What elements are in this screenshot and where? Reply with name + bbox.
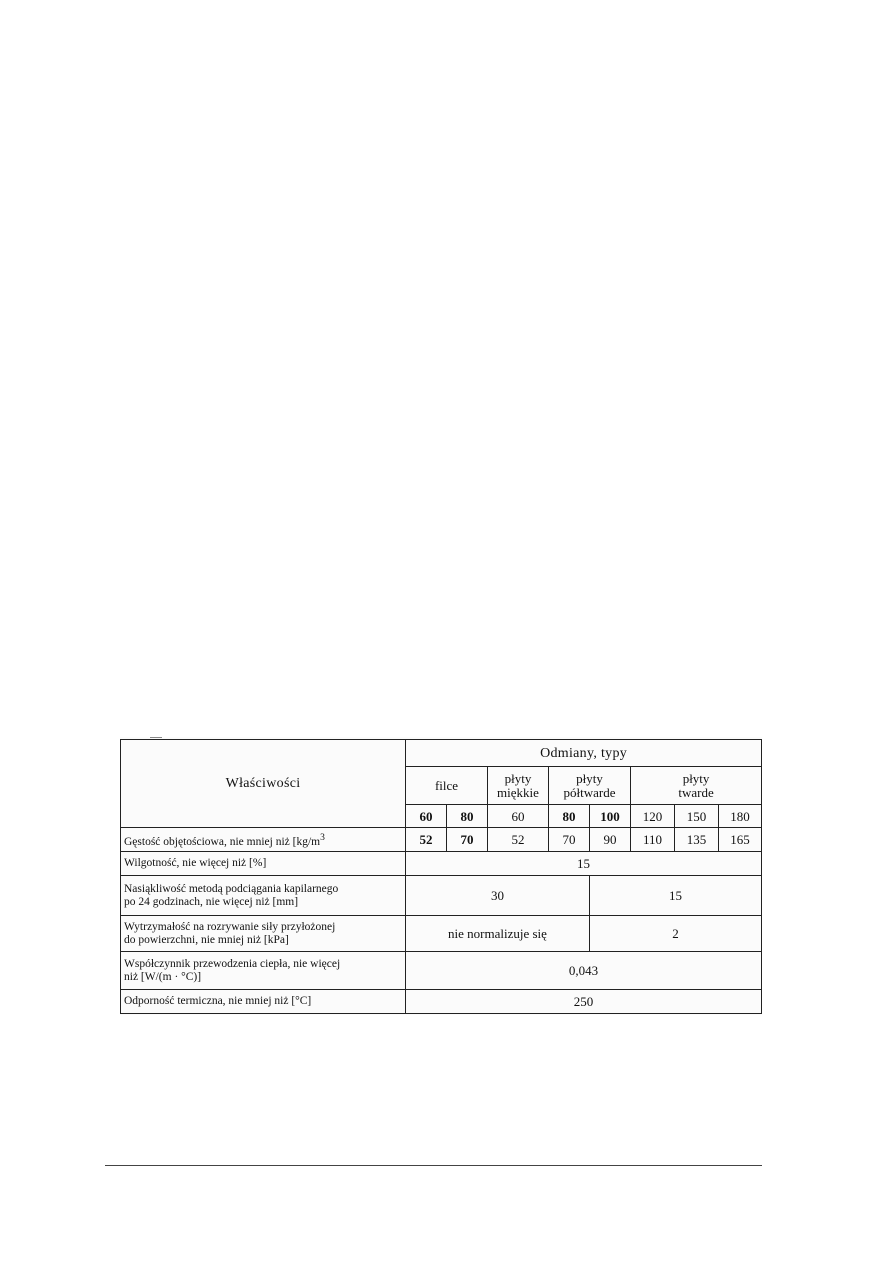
value-cell: 0,043 [406, 952, 762, 990]
value-cell: 52 [488, 828, 549, 852]
value-cell: 90 [590, 828, 631, 852]
type-cell: 150 [675, 805, 719, 828]
row-thermal-resistance [121, 990, 762, 1014]
row-absorption [121, 876, 762, 916]
value-cell: 165 [719, 828, 762, 852]
value-cell: nie normalizuje się [406, 916, 590, 952]
category-plyty-twarde [631, 767, 762, 805]
header-row-1 [121, 740, 762, 767]
row-label: Gęstość objętościowa, nie mniej niż [$kg/m^3$ [121, 828, 406, 852]
value-cell: 110 [631, 828, 675, 852]
category-label: płyty [682, 770, 710, 786]
properties-table [120, 739, 762, 1014]
type-cell: 180 [719, 805, 762, 828]
properties-header: Właściwości [121, 740, 406, 828]
type-cell: 80 [549, 805, 590, 828]
category-label: płyty [576, 770, 603, 786]
row-tensile-strength [121, 916, 762, 952]
row-label: Wilgotność, nie więcej niż [%] [121, 852, 406, 876]
type-cell: 80 [447, 805, 488, 828]
scan-mark [150, 737, 162, 738]
category-label: półtwarde [563, 784, 616, 800]
row-label: Współczynnik przewodzenia ciepła, nie więcej niż [W/(m · °C)] [121, 952, 406, 990]
type-cell: 60 [488, 805, 549, 828]
value-cell: 30 [406, 876, 590, 916]
row-label: Odporność termiczna, nie mniej niż [°C] [121, 990, 406, 1014]
category-label: filce [434, 777, 459, 793]
category-plyty-miekkie [488, 767, 549, 805]
value-cell: 15 [406, 852, 762, 876]
value-cell: 250 [406, 990, 762, 1014]
category-plyty-poltwarde [549, 767, 631, 805]
category-filce [406, 767, 488, 805]
row-thermal-conductivity [121, 952, 762, 990]
value-cell: 15 [590, 876, 762, 916]
row-label: Nasiąkliwość metodą podciągania kapilarnego po 24 godzinach, nie więcej niż [mm] [121, 876, 406, 916]
type-cell: 120 [631, 805, 675, 828]
category-label: twarde [678, 784, 714, 800]
row-label: Wytrzymałość na rozrywanie siły przyłożonej do powierzchni, nie mniej niż [kPa] [121, 916, 406, 952]
type-cell: 100 [590, 805, 631, 828]
category-label: miękkie [497, 784, 539, 800]
value-cell: 135 [675, 828, 719, 852]
row-density [121, 828, 762, 852]
value-cell: 52 [406, 828, 447, 852]
value-cell: 70 [549, 828, 590, 852]
group-header: Odmiany, typy [406, 740, 762, 767]
row-moisture [121, 852, 762, 876]
value-cell: 70 [447, 828, 488, 852]
value-cell: 2 [590, 916, 762, 952]
type-cell: 60 [406, 805, 447, 828]
category-label: płyty [504, 770, 532, 786]
footnote-separator [105, 1165, 762, 1166]
